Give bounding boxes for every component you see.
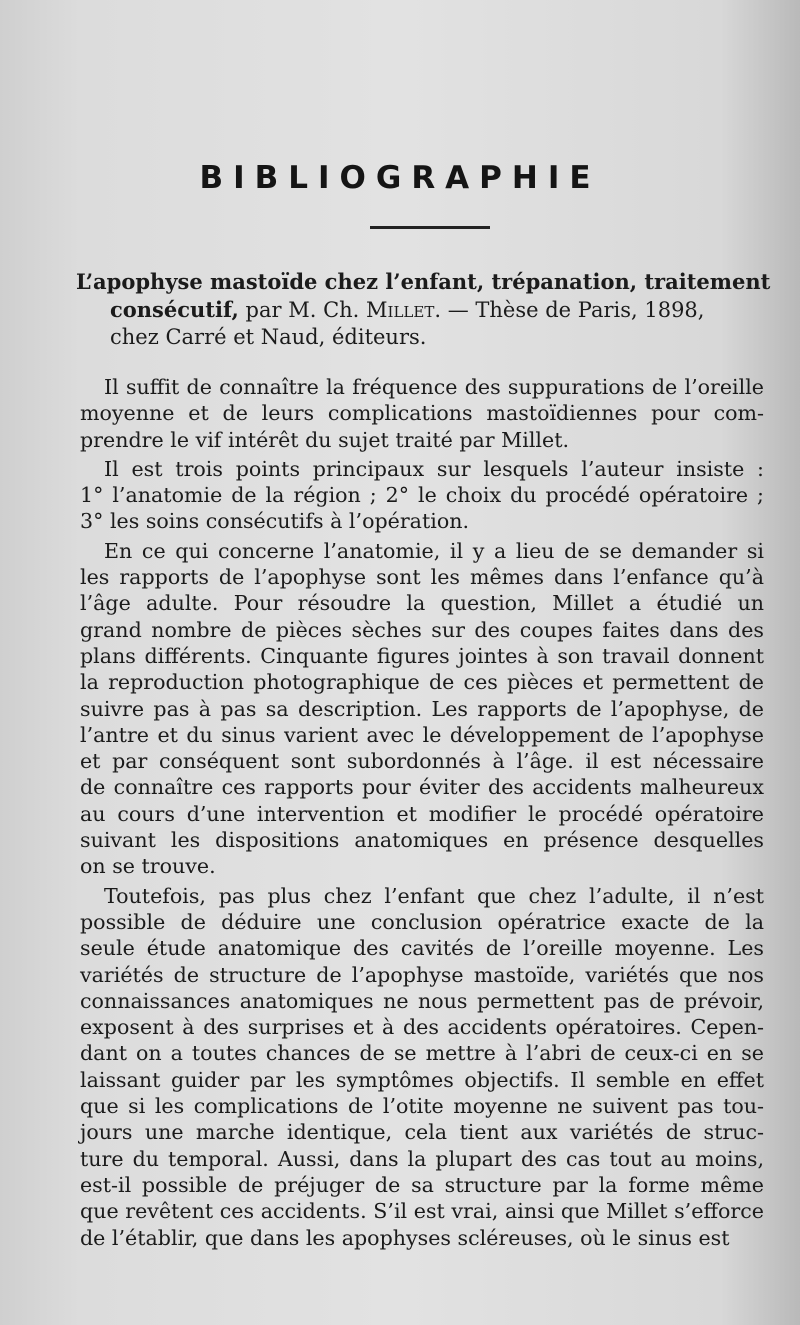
text-line: de l’établir, que dans les apophyses scléreuses, où le sinus est [80,1225,730,1250]
text-line: possible de déduire une conclusion opératrice exacte de la [80,909,764,934]
text-line: dant on a toutes chances de se mettre à l’abri de ceux-ci en se [80,1041,764,1066]
text-line: jours une marche identique, cela tient aux variétés de struc- [80,1120,764,1145]
text-line: seule étude anatomique des cavités de l’oreille moyenne. Les [80,936,764,961]
bibliography-entry [76,268,771,351]
text-line: laissant guider par les symptômes objectifs. Il semble en effet [80,1067,764,1092]
text-line: ture du temporal. Aussi, dans la plupart des cas tout au moins, [80,1146,764,1171]
text-line: suivre pas à pas sa description. Les rapports de l’apophyse, de [80,696,764,721]
text-line: 3° les soins consécutifs à l’opération. [80,509,470,534]
text-line: que si les complications de l’otite moyenne ne suivent pas tou- [80,1094,764,1119]
review-body [80,374,764,1254]
text-line: et par conséquent sont subordonnés à l’âge. il est nécessaire [80,749,764,774]
text-line: que revêtent ces accidents. S’il est vrai, ainsi que Millet s’efforce [80,1199,764,1224]
entry-title-part-2: consécutif, [110,297,239,322]
text-line: moyenne et de leurs complications mastoïdiennes pour com- [80,401,764,426]
entry-title-part-1: L’apophyse mastoïde chez l’enfant, trépanation, traitement [76,269,771,294]
text-line: variétés de structure de l’apophyse mastoïde, variétés que nos [80,962,764,987]
entry-publication: . — Thèse de Paris, 1898, [434,298,705,322]
text-line: de connaître ces rapports pour éviter des accidents malheureux [80,775,764,800]
entry-line-3: chez Carré et Naud, éditeurs. [110,325,427,349]
text-line: Il suffit de connaître la fréquence des suppurations de l’oreille [104,375,764,399]
text-line: prendre le vif intérêt du sujet traité par Millet. [80,427,570,452]
text-line: la reproduction photographique de ces pièces et permettent de [80,670,764,695]
text-line: on se trouve. [80,854,216,879]
text-line: 1° l’anatomie de la région ; 2° le choix du procédé opératoire ; [80,483,764,508]
heading-rule [370,226,490,229]
text-line: les rapports de l’apophyse sont les mêmes dans l’enfance qu’à [80,565,764,590]
entry-line-2 [76,296,760,324]
text-line: plans différents. Cinquante figures jointes à son travail donnent [80,643,764,668]
text-line: Il est trois points principaux sur lesquels l’auteur insiste : [104,456,764,481]
entry-line-1 [76,268,771,296]
paragraph [80,456,764,535]
paragraph [80,883,764,1251]
entry-par: par M. Ch. [238,298,367,322]
paragraph [80,538,764,880]
text-line: l’âge adulte. Pour résoudre la question, Millet a étudié un [80,591,764,616]
text-line: l’antre et du sinus varient avec le développement de l’apophyse [80,722,764,747]
text-line: est-il possible de préjuger de sa structure par la forme même [80,1172,764,1197]
text-line: En ce qui concerne l’anatomie, il y a lieu de se demander si [104,538,764,563]
paragraph [80,374,764,453]
page-heading: BIBLIOGRAPHIE [199,160,601,196]
text-line: connaissances anatomiques ne nous permettent pas de prévoir, [80,988,764,1013]
text-line: Toutefois, pas plus chez l’enfant que chez l’adulte, il n’est [104,883,764,908]
entry-author: Millet [366,298,435,322]
text-line: suivant les dispositions anatomiques en présence desquelles [80,828,764,853]
text-line: au cours d’une intervention et modifier le procédé opératoire [80,801,764,826]
text-line: exposent à des surprises et à des accidents opératoires. Cepen- [80,1015,764,1040]
text-line: grand nombre de pièces sèches sur des coupes faites dans des [80,617,764,642]
